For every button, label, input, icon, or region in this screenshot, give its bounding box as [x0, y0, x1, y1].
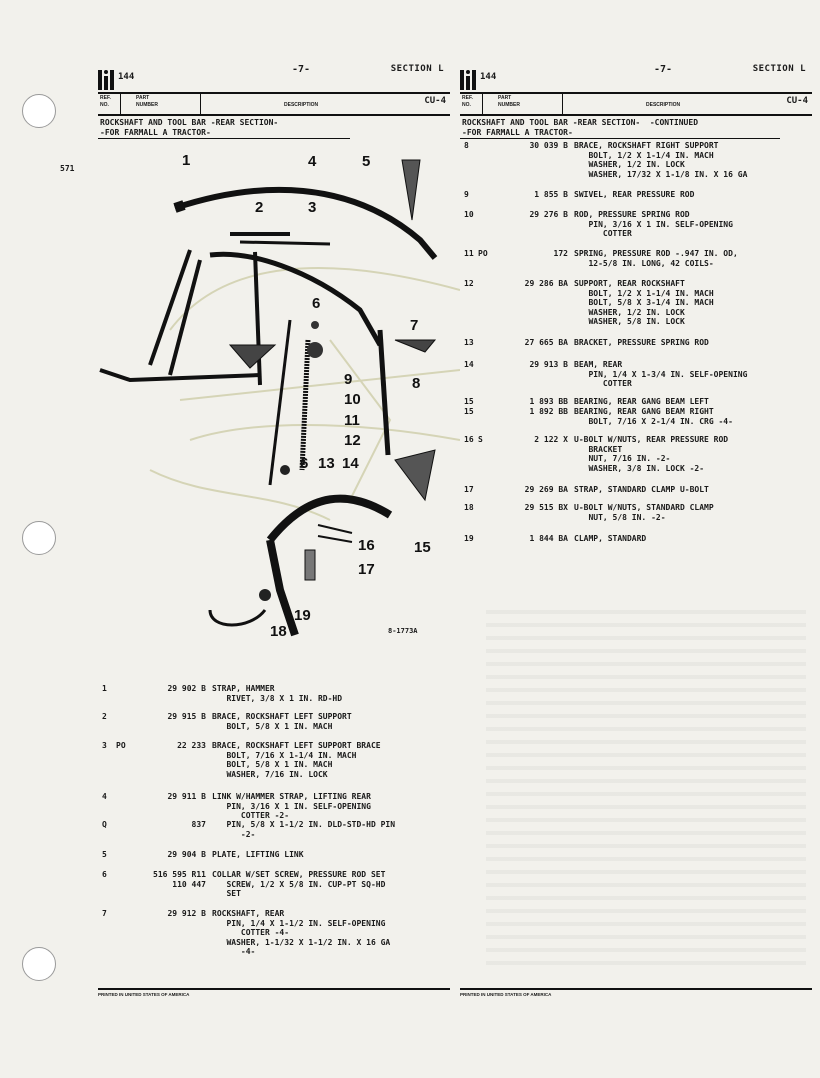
part-number: 837	[191, 820, 206, 829]
part-header: PART NUMBER	[136, 95, 158, 108]
callout-6: 6	[312, 295, 321, 312]
part-description: BEARING, REAR GANG BEAM RIGHT BOLT, 7/16 X 2-1/4 IN. CRG -4-	[574, 407, 733, 426]
part-description: BEARING, REAR GANG BEAM LEFT	[574, 397, 709, 406]
left-column	[98, 58, 450, 139]
callout-5: 5	[362, 153, 371, 170]
ref-number: 4	[102, 792, 107, 801]
ref-number: 1	[102, 684, 107, 693]
callout-2: 2	[255, 199, 264, 216]
left-index-number: 571	[60, 164, 75, 173]
ref-number: 8	[464, 141, 469, 150]
callout-12: 12	[344, 432, 361, 449]
part-description: ROD, PRESSURE SPRING ROD PIN, 3/16 X 1 IN. SELF-OPENING COTTER	[574, 210, 733, 239]
ref-number: 11	[464, 249, 474, 258]
ref-header: REF. NO.	[100, 95, 111, 108]
part-description: BRACE, ROCKSHAFT RIGHT SUPPORT BOLT, 1/2 X 1-1/4 IN. MACH WASHER, 1/2 IN. LOCK WASHER, 17/32 X 1-1/8 IN. X 16 GA	[574, 141, 748, 179]
source-code: S	[478, 435, 483, 444]
callout-10: 10	[344, 391, 361, 408]
part-description: SUPPORT, REAR ROCKSHAFT BOLT, 1/2 X 1-1/4 IN. MACH BOLT, 5/8 X 3-1/4 IN. MACH WASHER, 1/2 IN. LOCK WASHER, 5/8 IN. LOCK	[574, 279, 714, 327]
part-description: CLAMP, STANDARD	[574, 534, 647, 543]
ref-number: 3	[102, 741, 107, 750]
callout-1: 1	[182, 152, 191, 169]
callout-3: 3	[308, 199, 317, 216]
page-marker: -7-	[654, 64, 673, 75]
page-number: 144	[118, 72, 135, 82]
part-description: PIN, 5/8 X 1-1/2 IN. DLD-STD-HD PIN -2-	[212, 820, 396, 839]
binder-hole	[22, 521, 56, 555]
part-description: BRACKET, PRESSURE SPRING ROD	[574, 338, 709, 347]
parts-outline	[100, 160, 435, 635]
part-description: BEAM, REAR PIN, 1/4 X 1-3/4 IN. SELF-OPENING COTTER	[574, 360, 748, 389]
callout-18: 18	[270, 623, 287, 640]
part-description: STRAP, STANDARD CLAMP U-BOLT	[574, 485, 709, 494]
parts-diagram	[90, 140, 460, 650]
callout-19: 19	[294, 607, 311, 624]
ih-logo-icon	[98, 70, 114, 90]
ih-logo-icon	[460, 70, 476, 90]
section-label: SECTION L	[752, 64, 806, 74]
catalog-code: CU-4	[424, 96, 446, 106]
callout-16: 16	[358, 537, 375, 554]
part-description: U-BOLT W/NUTS, STANDARD CLAMP NUT, 5/8 IN. -2-	[574, 503, 714, 522]
binder-hole	[22, 94, 56, 128]
binder-hole	[22, 947, 56, 981]
part-description: SWIVEL, REAR PRESSURE ROD	[574, 190, 695, 199]
footer: PRINTED IN UNITED STATES OF AMERICA	[98, 988, 450, 997]
footer: PRINTED IN UNITED STATES OF AMERICA	[460, 988, 812, 997]
part-number: 29 912 B	[167, 909, 206, 918]
description-header: DESCRIPTION	[646, 102, 681, 108]
bleed-through-text	[486, 610, 806, 970]
part-description: PLATE, LIFTING LINK	[212, 850, 304, 859]
ref-number: 14	[464, 360, 474, 369]
part-description: STRAP, HAMMER RIVET, 3/8 X 1 IN. RD-HD	[212, 684, 343, 703]
ref-number: 15	[464, 407, 474, 416]
source-code: Q	[102, 820, 107, 829]
part-description: ROCKSHAFT, REAR PIN, 1/4 X 1-1/2 IN. SELF-OPENING COTTER -4- WASHER, 1-1/32 X 1-1/2 IN. X 16 GA -4-	[212, 909, 391, 957]
part-number: 1 892 BB	[529, 407, 568, 416]
part-number: 29 915 B	[167, 712, 206, 721]
part-description: BRACE, ROCKSHAFT LEFT SUPPORT BOLT, 5/8 X 1 IN. MACH	[212, 712, 352, 731]
ref-header: REF. NO.	[462, 95, 473, 108]
part-number: 30 039 B	[529, 141, 568, 150]
callout-15: 15	[414, 539, 431, 556]
part-number: 1 893 BB	[529, 397, 568, 406]
part-description: U-BOLT W/NUTS, REAR PRESSURE ROD BRACKET NUT, 7/16 IN. -2- WASHER, 3/8 IN. LOCK -2-	[574, 435, 729, 473]
figure-id: 8-1773A	[388, 627, 418, 635]
part-number: 29 913 B	[529, 360, 568, 369]
part-number: 29 904 B	[167, 850, 206, 859]
column-header	[98, 58, 450, 92]
callout-6b: 6	[300, 455, 309, 472]
ref-number: 6	[102, 870, 107, 879]
callout-4: 4	[308, 153, 317, 170]
callout-9: 9	[344, 371, 353, 388]
ref-number: 16	[464, 435, 474, 444]
callout-8: 8	[412, 375, 421, 392]
part-number: 2 122 X	[534, 435, 568, 444]
ref-number: 19	[464, 534, 474, 543]
part-number: 172	[553, 249, 568, 258]
part-number: 29 286 BA	[524, 279, 568, 288]
callout-13: 13	[318, 455, 335, 472]
section-title: ROCKSHAFT AND TOOL BAR -REAR SECTION- -CONTINUED -FOR FARMALL A TRACTOR-	[460, 116, 780, 139]
part-number: 516 595 R11 110 447	[153, 870, 206, 889]
part-header: PART NUMBER	[498, 95, 520, 108]
callout-7: 7	[410, 317, 419, 334]
callout-17: 17	[358, 561, 375, 578]
ref-number: 15	[464, 397, 474, 406]
ref-number: 7	[102, 909, 107, 918]
ref-number: 2	[102, 712, 107, 721]
part-number: 29 515 BX	[524, 503, 568, 512]
part-number: 29 902 B	[167, 684, 206, 693]
part-number: 29 269 BA	[524, 485, 568, 494]
part-description: BRACE, ROCKSHAFT LEFT SUPPORT BRACE BOLT, 7/16 X 1-1/4 IN. MACH BOLT, 5/8 X 1 IN. MACH WASHER, 7/16 IN. LOCK	[212, 741, 381, 779]
column-header	[460, 58, 812, 92]
table-header	[98, 92, 450, 116]
right-column	[460, 58, 812, 139]
table-header	[460, 92, 812, 116]
source-code: PO	[478, 249, 488, 258]
source-code: PO	[116, 741, 126, 750]
page-marker: -7-	[292, 64, 311, 75]
ref-number: 18	[464, 503, 474, 512]
part-number: 1 855 B	[534, 190, 568, 199]
callout-11: 11	[344, 412, 360, 429]
part-number: 22 233	[177, 741, 206, 750]
catalog-code: CU-4	[786, 96, 808, 106]
part-number: 1 844 BA	[529, 534, 568, 543]
callout-14: 14	[342, 455, 359, 472]
part-number: 29 276 B	[529, 210, 568, 219]
ref-number: 5	[102, 850, 107, 859]
ref-number: 13	[464, 338, 474, 347]
part-number: 29 911 B	[167, 792, 206, 801]
ref-number: 9	[464, 190, 469, 199]
part-description: LINK W/HAMMER STRAP, LIFTING REAR PIN, 3/16 X 1 IN. SELF-OPENING COTTER -2-	[212, 792, 371, 821]
ref-number: 10	[464, 210, 474, 219]
description-header: DESCRIPTION	[284, 102, 319, 108]
section-title: ROCKSHAFT AND TOOL BAR -REAR SECTION- -FOR FARMALL A TRACTOR-	[98, 116, 350, 139]
ref-number: 12	[464, 279, 474, 288]
section-label: SECTION L	[390, 64, 444, 74]
part-description: COLLAR W/SET SCREW, PRESSURE ROD SET SCREW, 1/2 X 5/8 IN. CUP-PT SQ-HD SET	[212, 870, 386, 899]
page-number: 144	[480, 72, 497, 82]
ref-number: 17	[464, 485, 474, 494]
part-number: 27 665 BA	[524, 338, 568, 347]
part-description: SPRING, PRESSURE ROD -.947 IN. OD, 12-5/8 IN. LONG, 42 COILS-	[574, 249, 738, 268]
